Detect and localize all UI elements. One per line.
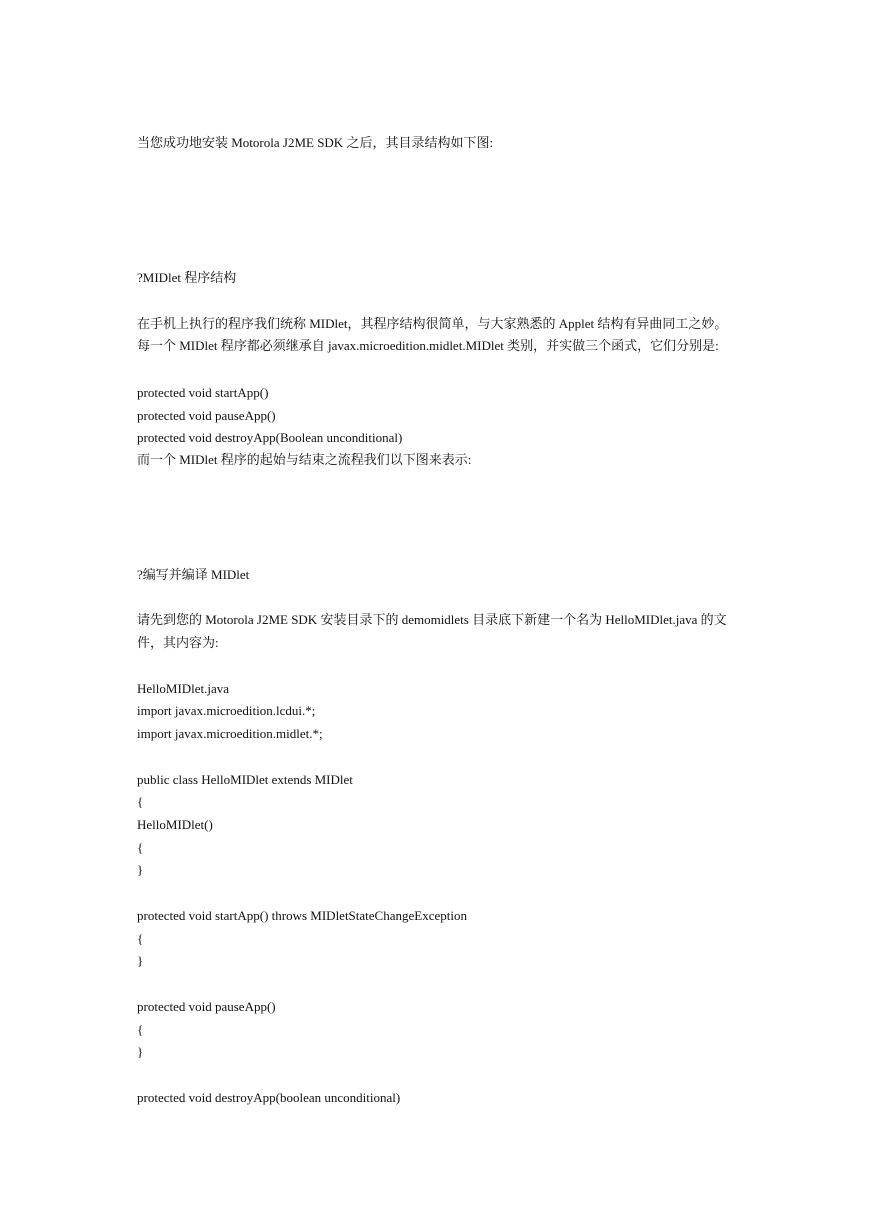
code-line: { <box>137 931 144 946</box>
code-line: { <box>137 794 144 809</box>
code-line: import javax.microedition.midlet.*; <box>137 726 323 741</box>
code-line: protected void startApp() throws MIDletStateChangeException <box>137 908 467 923</box>
paragraph-line: 件，其内容为: <box>137 635 219 650</box>
method-signature: protected void destroyApp(Boolean unconditional) <box>137 430 403 445</box>
code-line: } <box>137 1044 144 1059</box>
code-line: } <box>137 953 144 968</box>
code-line: protected void pauseApp() <box>137 999 276 1014</box>
section-heading-compile-midlet: ?编写并编译 MIDlet <box>137 567 250 582</box>
paragraph-line: 每一个 MIDlet 程序都必须继承自 javax.microedition.midlet.MIDlet 类别，并实做三个函式，它们分别是: <box>137 338 719 353</box>
code-line: { <box>137 1022 144 1037</box>
code-line: HelloMIDlet.java <box>137 681 230 696</box>
flow-sentence: 而一个 MIDlet 程序的起始与结束之流程我们以下图来表示: <box>137 452 472 467</box>
method-signature: protected void pauseApp() <box>137 408 276 423</box>
code-line: } <box>137 862 144 877</box>
section-heading-midlet-structure: ?MIDlet 程序结构 <box>137 270 237 285</box>
code-line: import javax.microedition.lcdui.*; <box>137 703 316 718</box>
code-line: HelloMIDlet() <box>137 817 213 832</box>
code-line: { <box>137 840 144 855</box>
intro-text: 当您成功地安装 Motorola J2ME SDK 之后，其目录结构如下图: <box>137 135 494 150</box>
code-line: public class HelloMIDlet extends MIDlet <box>137 772 353 787</box>
paragraph-line: 请先到您的 Motorola J2ME SDK 安装目录下的 demomidlets 目录底下新建一个名为 HelloMIDlet.java 的文 <box>137 612 727 627</box>
paragraph-line: 在手机上执行的程序我们统称 MIDlet，其程序结构很简单，与大家熟悉的 Applet 结构有异曲同工之妙。 <box>137 316 728 331</box>
code-line: protected void destroyApp(boolean unconditional) <box>137 1090 401 1105</box>
method-signature: protected void startApp() <box>137 385 269 400</box>
